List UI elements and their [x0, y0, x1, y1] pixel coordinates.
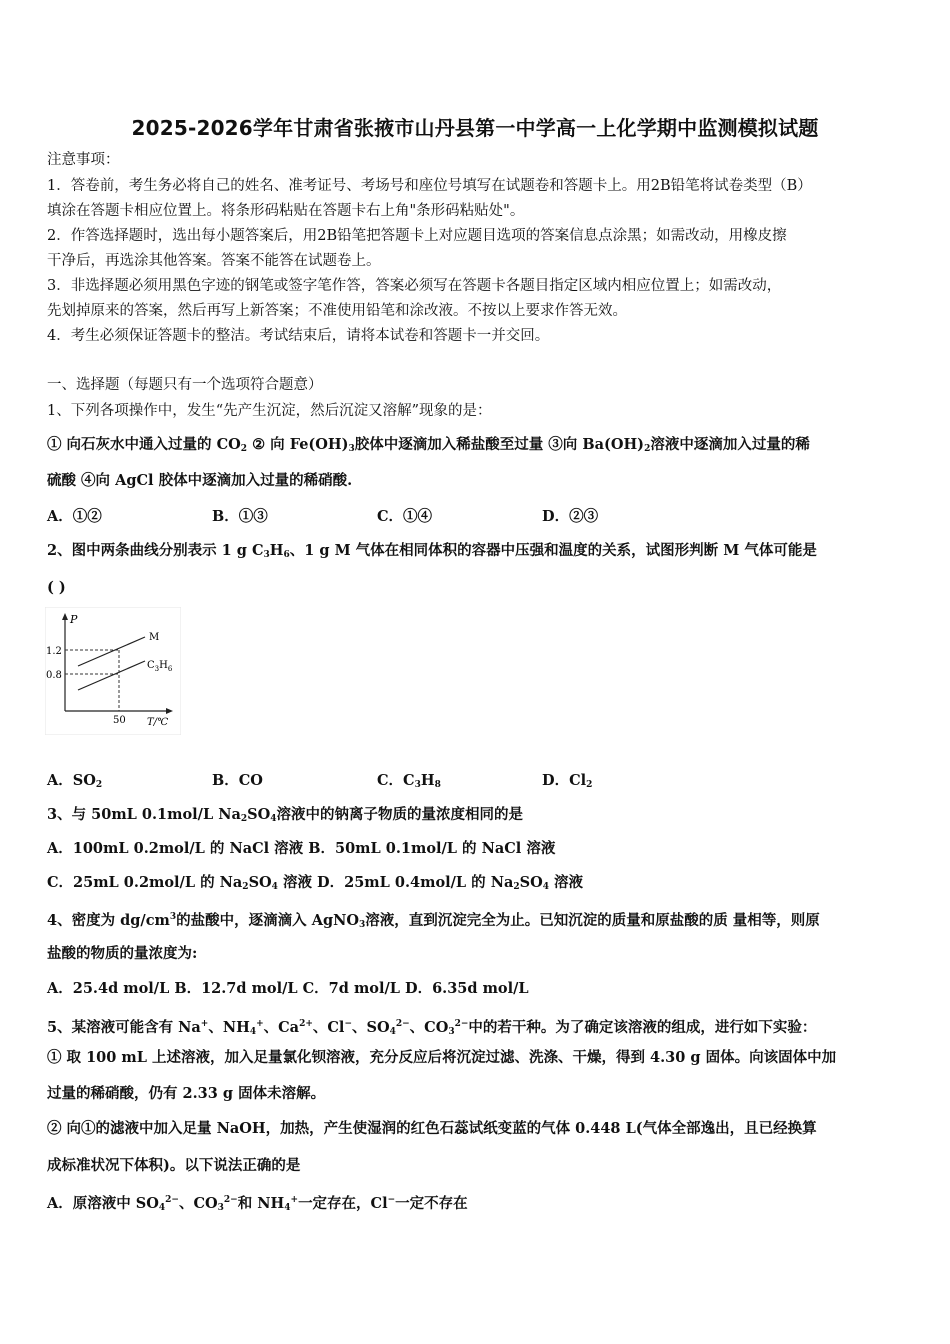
x-axis-label: T/℃ [147, 717, 169, 728]
note-1a: 1．答卷前，考生务必将自己的姓名、准考证号、考场号和座位号填写在试题卷和答题卡上。用2B铅笔将试卷类型（B） [47, 178, 812, 194]
page-title: 2025-2026学年甘肃省张掖市山丹县第一中学高一上化学期中监测模拟试题 [131, 116, 819, 140]
q5-experiment-1b: 过量的稀硝酸，仍有 2.33 g 固体未溶解。 [47, 1085, 326, 1102]
q5-experiment-1a: ① 取 100 mL 上述溶液，加入足量氯化钡溶液，充分反应后将沉淀过滤、洗涤、干燥，得到 4.30 g 固体。向该固体中加 [47, 1049, 837, 1066]
question-3-stem: 3、与 50mL 0.1mol/L $Na_2SO_4$溶液中的钠离子物质的量浓度相同的是 [47, 806, 523, 824]
q2-option-a[interactable]: A．$SO_2$ [47, 772, 103, 790]
notes-heading: 注意事项： [47, 152, 120, 168]
q4-options[interactable]: A．25.4d mol/L B．12.7d mol/L C．7d mol/L D．6.35d mol/L [47, 980, 529, 997]
question-1-stem: 1、下列各项操作中，发生“先产生沉淀，然后沉淀又溶解”现象的是： [47, 403, 492, 419]
q2-option-b[interactable]: B．CO [212, 772, 263, 789]
question-2-paren: ( ) [47, 579, 66, 596]
note-4: 4．考生必须保证答题卡的整洁。考试结束后，请将本试卷和答题卡一并交回。 [47, 328, 550, 344]
tick-50: 50 [113, 715, 126, 726]
question-1-line2: 硫酸 ④向 AgCl 胶体中逐滴加入过量的稀硝酸. [47, 472, 353, 489]
note-3a: 3．非选择题必须用黑色字迹的钢笔或签字笔作答，答案必须写在答题卡各题目指定区域内相应位置上；如需改动， [47, 278, 782, 294]
q3-options-ab[interactable]: A．100mL 0.2mol/L 的 NaCl 溶液 B．50mL 0.1mol/L 的 NaCl 溶液 [47, 840, 556, 857]
q5-experiment-2a: ② 向①的滤液中加入足量 NaOH，加热，产生使湿润的红色石蕊试纸变蓝的气体 0.448 L(气体全部逸出，且已经换算 [47, 1120, 817, 1137]
q1-option-c[interactable]: C．①④ [377, 508, 433, 525]
tick-0-8: 0.8 [46, 670, 62, 681]
q2-option-c[interactable]: C．$C_3H_8$ [377, 772, 441, 790]
note-2b: 干净后，再选涂其他答案。答案不能答在试题卷上。 [47, 253, 381, 269]
y-axis-label: P [70, 613, 78, 626]
q2-option-d[interactable]: D．$Cl_2$ [542, 772, 593, 790]
q1-option-d[interactable]: D．②③ [542, 508, 599, 525]
question-4-stem: 4、密度为 $dg/cm^3$的盐酸中，逐滴滴入 AgNO$_3$溶液，直到沉淀完全为止。已知沉淀的质量和原盐酸的质 量相等，则原 [47, 912, 820, 930]
question-2-stem: 2、图中两条曲线分别表示 1 g $C_3H_6$、1 g M 气体在相同体积的容器中压强和温度的关系，试图形判断 M 气体可能是 [47, 542, 817, 560]
note-2a: 2．作答选择题时，选出每小题答案后，用2B铅笔把答题卡上对应题目选项的答案信息点涂黑；如需改动，用橡皮擦 [47, 228, 787, 244]
curve-m-label: M [149, 632, 160, 643]
pressure-temperature-graph [45, 607, 181, 735]
note-3b: 先划掉原来的答案，然后再写上新答案；不准使用铅笔和涂改液。不按以上要求作答无效。 [47, 303, 627, 319]
note-1b: 填涂在答题卡相应位置上。将条形码粘贴在答题卡右上角"条形码粘贴处"。 [47, 203, 525, 219]
q3-options-cd[interactable]: C．25mL 0.2mol/L 的 $Na_2SO_4$ 溶液 D．25mL 0.4mol/L 的 $Na_2SO_4$ 溶液 [47, 874, 584, 892]
q5-option-a[interactable]: A．原溶液中 $SO_4^{2-}$、$CO_3^{2-}$和 $NH_4^+$一定存在，Cl−一定不存在 [47, 1195, 468, 1213]
q1-option-a[interactable]: A．①② [47, 508, 102, 525]
q1-option-b[interactable]: B．①③ [212, 508, 268, 525]
curve-c3h6-label: $C_3H_6$ [147, 660, 173, 673]
tick-1-2: 1.2 [46, 646, 62, 657]
question-1-line1: ① 向石灰水中通入过量的 $CO_2$ ② 向 $Fe(OH)_3$胶体中逐滴加入稀盐酸至过量 ③向 $Ba(OH)_2$溶液中逐滴加入过量的稀 [47, 436, 810, 454]
question-5-stem: 5、某溶液可能含有 Na+、$NH_4^+$、$Ca^{2+}$、Cl−、$SO_4^{2-}$、$CO_3^{2-}$中的若干种。为了确定该溶液的组成，进行如下实验： [47, 1019, 817, 1037]
q5-experiment-2b: 成标准状况下体积)。以下说法正确的是 [47, 1157, 301, 1174]
section-heading: 一、选择题（每题只有一个选项符合题意） [47, 377, 323, 393]
question-4-stem-2: 盐酸的物质的量浓度为: [47, 945, 198, 962]
